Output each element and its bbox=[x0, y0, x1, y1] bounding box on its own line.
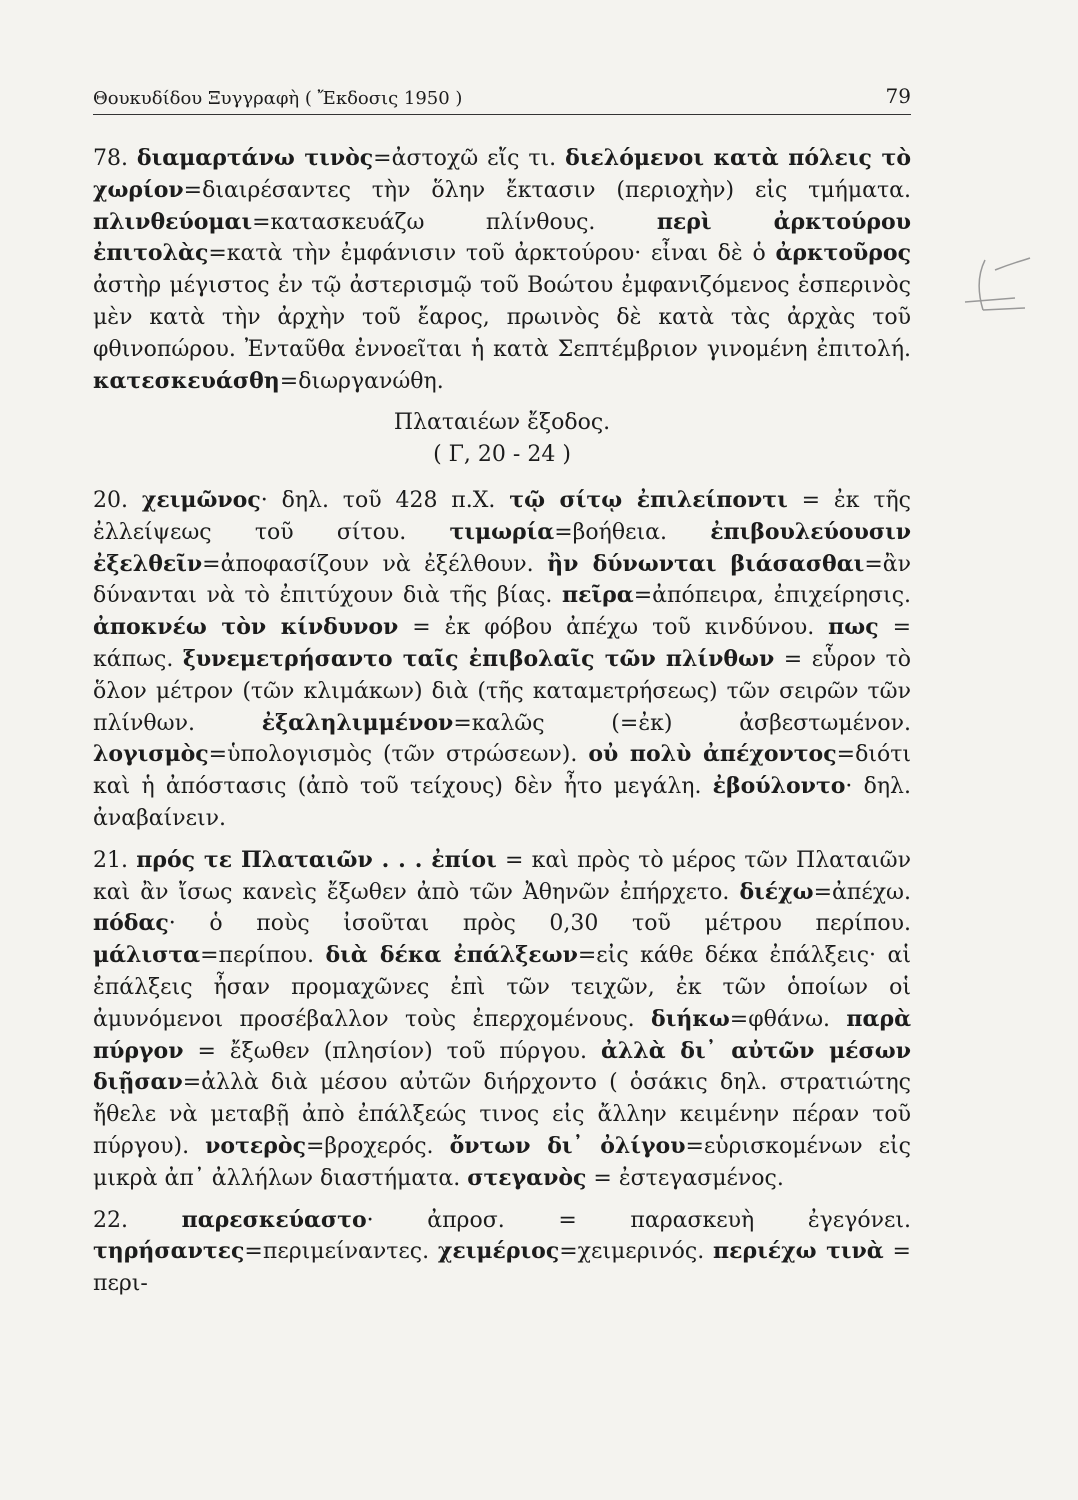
gloss-text: =διωργανώθη. bbox=[279, 368, 444, 394]
gloss-text: =ὑπολογισμὸς (τῶν στρώσεων). bbox=[208, 742, 589, 768]
lemma-term: τηρήσαντες bbox=[93, 1238, 245, 1265]
lemma-term: ἀρκτοῦρος bbox=[775, 240, 911, 267]
lemma-term: ἐβούλοντο bbox=[712, 773, 846, 800]
section-heading bbox=[93, 407, 911, 471]
gloss-text: = ἔξωθεν (πλησίον) τοῦ πύργου. bbox=[183, 1038, 601, 1064]
gloss-text: =ἀπέχω. bbox=[813, 879, 911, 905]
running-header bbox=[93, 84, 911, 115]
gloss-text: =καλῶς (=ἐκ) ἀσβεστωμένον. bbox=[453, 710, 911, 736]
lemma-term: ἐπιβουλεύουσιν ἐξελθεῖν bbox=[93, 518, 911, 577]
gloss-text: = περι- bbox=[93, 1239, 911, 1297]
gloss-text: =διότι καὶ ἡ ἀπόστασις (ἀπὸ τοῦ τείχους) δὲν ἦτο μεγάλη. bbox=[93, 742, 911, 800]
gloss-text: =χειμερινός. bbox=[559, 1239, 714, 1265]
gloss-text: 22. bbox=[93, 1207, 182, 1233]
gloss-text: 20. bbox=[93, 487, 142, 513]
lemma-term: διὰ δέκα ἐπάλξεων bbox=[325, 942, 578, 969]
lemma-term: ἐξαληλιμμένον bbox=[261, 709, 454, 736]
lemma-term: πως bbox=[828, 614, 879, 641]
lemma-term: τιμωρία bbox=[449, 518, 555, 545]
gloss-text: = ἐστεγασμένος. bbox=[586, 1165, 784, 1191]
gloss-text: 21. bbox=[93, 847, 137, 873]
section-78 bbox=[93, 143, 911, 397]
gloss-text: = ἐκ φόβου ἀπέχω τοῦ κινδύνου. bbox=[398, 615, 829, 641]
gloss-text: =κατασκευάζω πλίνθους. bbox=[252, 209, 657, 235]
gloss-text: =ἀπόπειρα, ἐπιχείρησις. bbox=[633, 583, 912, 609]
gloss-text: · δηλ. ἀναβαίνειν. bbox=[93, 774, 911, 831]
lemma-term: ἀποκνέω τὸν κίνδυνον bbox=[93, 614, 399, 641]
gloss-text: = εὗρον τὸ ὅλον μέτρον (τῶν κλιμάκων) διὰ (τῆς καταμετρήσεως) τῶν σειρῶν τῶν πλίνθων. bbox=[93, 646, 911, 736]
lemma-term: διελόμενοι κατὰ πόλεις τὸ χωρίον bbox=[93, 145, 912, 203]
gloss-text: =βροχερός. bbox=[305, 1133, 450, 1159]
commentary-text bbox=[93, 143, 911, 1300]
lemma-term: διέχω bbox=[739, 878, 814, 905]
page-number: 79 bbox=[885, 84, 911, 108]
gloss-text: =περιμείναντες. bbox=[244, 1239, 438, 1265]
section-20 bbox=[93, 485, 911, 835]
lemma-term: ὄντων δι᾿ ὀλίγου bbox=[449, 1132, 686, 1159]
pencil-margin-mark-icon bbox=[955, 250, 1045, 330]
lemma-term: διήκω bbox=[651, 1005, 730, 1032]
lemma-term: πόδας bbox=[93, 910, 169, 937]
gloss-text: = κάπως. bbox=[93, 615, 912, 672]
gloss-text: =ἀλλὰ διὰ μέσου αὐτῶν διήρχοντο ( ὁσάκις δηλ. στρατιώτης ἤθελε νὰ μεταβῇ ἀπὸ ἐπάλξεώς τινος εἰς ἄλλην κειμένην πέραν τοῦ πύργου). bbox=[93, 1070, 911, 1159]
gloss-text: = ἐκ τῆς ἐλλείψεως τοῦ σίτου. bbox=[93, 487, 912, 545]
lemma-term: κατεσκευάσθη bbox=[93, 367, 280, 394]
lemma-term: ἢν δύνωνται βιάσασθαι bbox=[547, 550, 865, 577]
gloss-text: ἀστὴρ μέγιστος ἐν τῷ ἀστερισμῷ τοῦ Βοώτου ἐμφανιζόμενος ἑσπερινὸς μὲν κατὰ τὴν ἀρχὴν τοῦ ἔαρος, πρωινὸς δὲ κατὰ τὰς ἀρχὰς τοῦ φθινοπώρου. Ἐνταῦθα ἐννοεῖται ἡ κατὰ Σεπτέμβριον γινομένη ἐπιτολή. bbox=[93, 273, 911, 362]
heading-reference: ( Γ, 20 - 24 ) bbox=[433, 442, 571, 468]
lemma-term: λογισμὸς bbox=[93, 741, 209, 768]
lemma-term: μάλιστα bbox=[93, 942, 201, 969]
gloss-text: =κατὰ τὴν ἐμφάνισιν τοῦ ἀρκτούρου· εἶναι δὲ ὁ bbox=[208, 241, 776, 267]
lemma-term: χειμέριος bbox=[437, 1238, 560, 1265]
gloss-text: 78. bbox=[93, 146, 137, 171]
lemma-term: διαμαρτάνω τινὸς bbox=[136, 145, 374, 171]
gloss-text: · δηλ. τοῦ 428 π.Χ. bbox=[260, 487, 510, 513]
section-22 bbox=[93, 1205, 911, 1300]
gloss-text: =εἰς κάθε δέκα ἐπάλξεις· αἱ ἐπάλξεις ἦσαν προμαχῶνες ἐπὶ τῶν τειχῶν, ἐκ τῶν ὁποίων οἱ ἀμυνόμενοι προσέβαλλον τοὺς ἐπερχομένους. bbox=[93, 943, 911, 1032]
lemma-term: παρεσκεύαστο bbox=[181, 1206, 367, 1233]
lemma-term: περιέχω τινὰ bbox=[713, 1238, 884, 1265]
lemma-term: παρὰ πύργον bbox=[93, 1005, 911, 1064]
heading-title: Πλαταιέων ἔξοδος. bbox=[393, 410, 611, 436]
gloss-text: =ἀποφασίζουν νὰ ἐξέλθουν. bbox=[202, 551, 548, 577]
gloss-text: =φθάνω. bbox=[729, 1006, 847, 1032]
lemma-term: πρός τε Πλαταιῶν . . . ἐπίοι bbox=[136, 846, 497, 873]
gloss-text: · ἀπροσ. = παρασκευὴ ἐγεγόνει. bbox=[366, 1207, 911, 1233]
gloss-text: =εὑρισκομένων εἰς μικρὰ ἀπ᾿ ἀλλήλων διαστήματα. bbox=[93, 1133, 912, 1191]
lemma-term: στεγανὸς bbox=[467, 1164, 587, 1191]
gloss-text: · ὁ ποὺς ἰσοῦται πρὸς 0,30 τοῦ μέτρου περίπου. bbox=[168, 911, 911, 937]
lemma-term: ἀλλὰ δι᾿ αὐτῶν μέσων διῇσαν bbox=[93, 1037, 911, 1096]
gloss-text: =ἀστοχῶ εἴς τι. bbox=[373, 146, 566, 171]
lemma-term: νοτερὸς bbox=[205, 1132, 306, 1159]
gloss-text: =περίπου. bbox=[200, 943, 326, 969]
section-21 bbox=[93, 845, 911, 1195]
lemma-term: οὐ πολὺ ἀπέχοντος bbox=[588, 741, 837, 768]
lemma-term: τῷ σίτῳ ἐπιλείποντι bbox=[509, 486, 788, 513]
gloss-text: =διαιρέσαντες τὴν ὅλην ἔκτασιν (περιοχὴν) εἰς τμήματα. bbox=[183, 177, 911, 203]
lemma-term: χειμῶνος bbox=[141, 486, 261, 513]
lemma-term: πεῖρα bbox=[562, 582, 634, 609]
running-title: Θουκυδίδου Ξυγγραφὴ ( Ἔκδοσις 1950 ) bbox=[93, 88, 463, 109]
lemma-term: πλινθεύομαι bbox=[93, 208, 253, 235]
lemma-term: ξυνεμετρήσαντο ταῖς ἐπιβολαῖς τῶν πλίνθων bbox=[182, 645, 775, 672]
lemma-term: περὶ ἀρκτούρου ἐπιτολὰς bbox=[93, 208, 911, 267]
gloss-text: = καὶ πρὸς τὸ μέρος τῶν Πλαταιῶν καὶ ἂν ἴσως κανεὶς ἔξωθεν ἀπὸ τῶν Ἀθηνῶν ἐπήρχετο. bbox=[93, 847, 912, 905]
gloss-text: =βοήθεια. bbox=[554, 519, 711, 545]
gloss-text: =ἂν δύνανται νὰ τὸ ἐπιτύχουν διὰ τῆς βίας. bbox=[93, 551, 911, 609]
